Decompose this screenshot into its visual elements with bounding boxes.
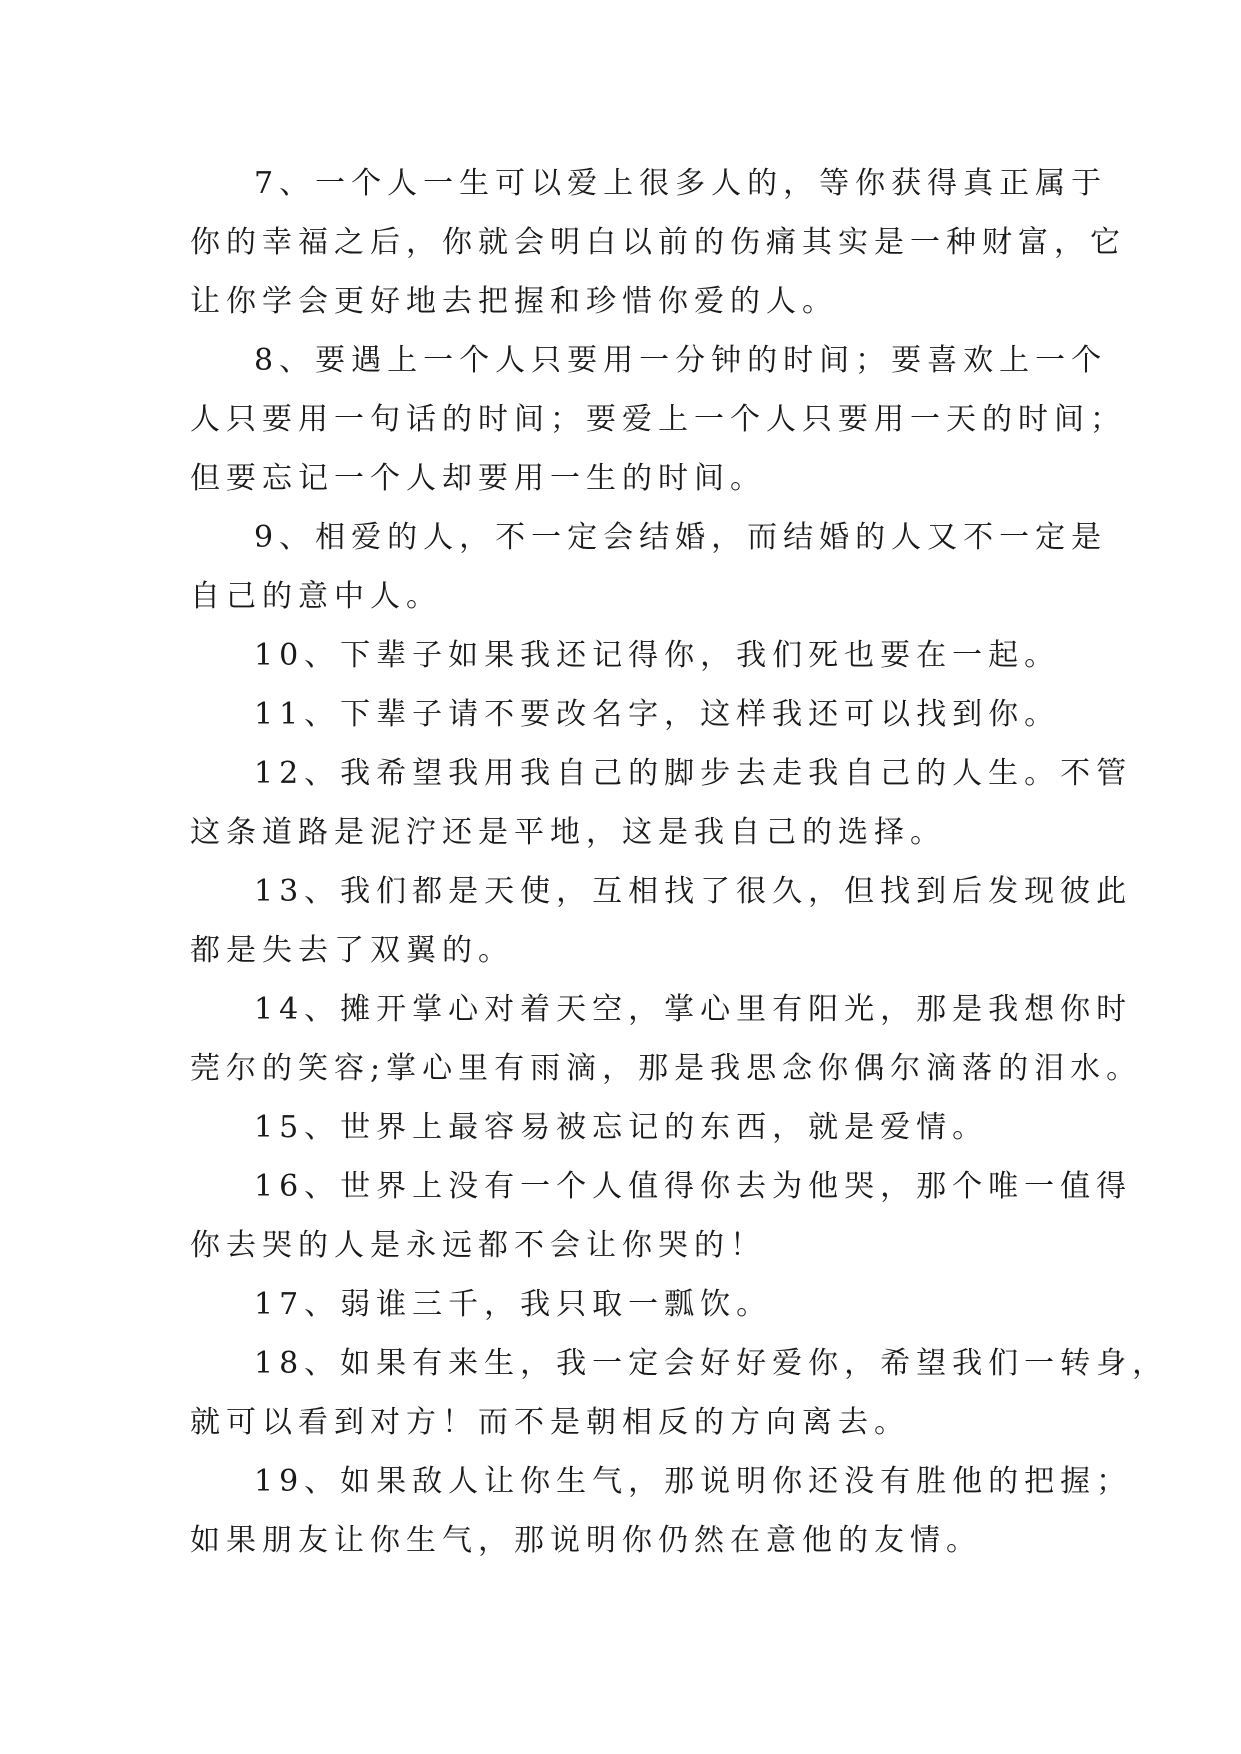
paragraph-line: 8、要遇上一个人只要用一分钟的时间；要喜欢上一个 xyxy=(254,343,1108,378)
paragraph-line: 17、弱谁三千，我只取一瓢饮。 xyxy=(254,1287,773,1322)
document-body xyxy=(190,154,1169,1570)
paragraph-line: 10、下辈子如果我还记得你，我们死也要在一起。 xyxy=(254,638,1061,673)
paragraph-15 xyxy=(190,1098,1065,1157)
paragraph-line: 11、下辈子请不要改名字，这样我还可以找到你。 xyxy=(254,697,1061,732)
paragraph-12 xyxy=(190,744,1133,862)
paragraph-line: 莞尔的笑容;掌心里有雨滴，那是我思念你偶尔滴落的泪水。 xyxy=(190,1051,1143,1086)
paragraph-line: 18、如果有来生，我一定会好好爱你，希望我们一转身， xyxy=(254,1346,1169,1381)
paragraph-13 xyxy=(190,862,1133,980)
paragraph-line: 如果朋友让你生气，那说明你仍然在意他的友情。 xyxy=(190,1523,982,1558)
paragraph-line: 你的幸福之后，你就会明白以前的伤痛其实是一种财富，它 xyxy=(190,225,1126,260)
paragraph-17 xyxy=(190,1275,1065,1334)
paragraph-18 xyxy=(190,1334,1169,1452)
paragraph-line: 人只要用一句话的时间；要爱上一个人只要用一天的时间； xyxy=(190,402,1126,437)
paragraph-line: 15、世界上最容易被忘记的东西，就是爱情。 xyxy=(254,1110,989,1145)
paragraph-10 xyxy=(190,626,1065,685)
paragraph-8 xyxy=(190,331,1126,508)
paragraph-line: 13、我们都是天使，互相找了很久，但找到后发现彼此 xyxy=(254,874,1133,909)
paragraph-14 xyxy=(190,980,1143,1098)
paragraph-7 xyxy=(190,154,1126,331)
paragraph-line: 7、一个人一生可以爱上很多人的，等你获得真正属于 xyxy=(254,166,1108,201)
paragraph-line: 19、如果敌人让你生气，那说明你还没有胜他的把握； xyxy=(254,1464,1133,1499)
paragraph-19 xyxy=(190,1452,1133,1570)
paragraph-line: 就可以看到对方！而不是朝相反的方向离去。 xyxy=(190,1405,910,1440)
paragraph-line: 但要忘记一个人却要用一生的时间。 xyxy=(190,461,766,496)
paragraph-line: 12、我希望我用我自己的脚步去走我自己的人生。不管 xyxy=(254,756,1133,791)
paragraph-line: 9、相爱的人，不一定会结婚，而结婚的人又不一定是 xyxy=(254,520,1108,555)
paragraph-line: 16、世界上没有一个人值得你去为他哭，那个唯一值得 xyxy=(254,1169,1133,1204)
paragraph-16 xyxy=(190,1157,1133,1275)
paragraph-line: 这条道路是泥泞还是平地，这是我自己的选择。 xyxy=(190,815,946,850)
paragraph-9 xyxy=(190,508,1108,626)
paragraph-11 xyxy=(190,685,1065,744)
paragraph-line: 让你学会更好地去把握和珍惜你爱的人。 xyxy=(190,284,838,319)
paragraph-line: 你去哭的人是永远都不会让你哭的！ xyxy=(190,1228,766,1263)
paragraph-line: 都是失去了双翼的。 xyxy=(190,933,514,968)
paragraph-line: 14、摊开掌心对着天空，掌心里有阳光，那是我想你时 xyxy=(254,992,1133,1027)
paragraph-line: 自己的意中人。 xyxy=(190,579,442,614)
